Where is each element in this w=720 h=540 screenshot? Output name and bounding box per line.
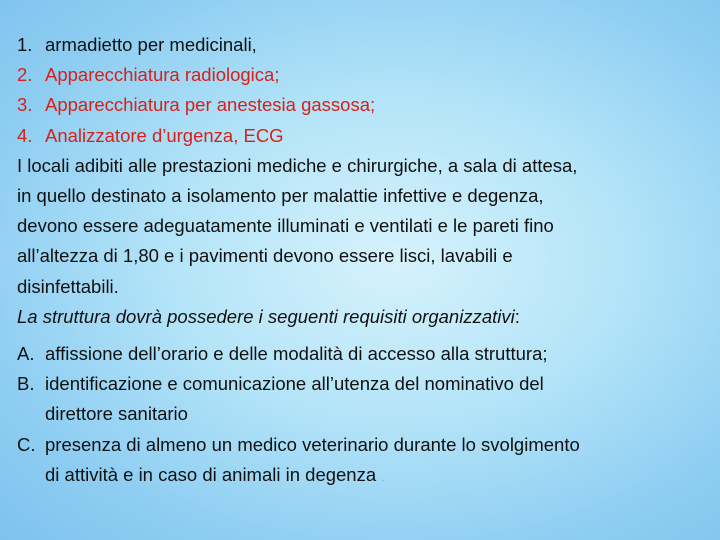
- requirements-heading: [17, 302, 707, 332]
- item-text: Apparecchiatura radiologica;: [45, 64, 280, 86]
- item-number: 1.: [17, 34, 33, 55]
- lettered-item-c: [17, 430, 707, 494]
- item-line: identificazione e comunicazione all’utenza del nominativo del: [45, 373, 544, 395]
- paragraph-line: all’altezza di 1,80 e i pavimenti devono essere lisci, lavabili e: [17, 245, 513, 267]
- lettered-item-b: [17, 369, 707, 429]
- slide-body: [17, 30, 707, 494]
- tail-mark: .: [382, 473, 385, 483]
- item-text: Apparecchiatura per anestesia gassosa;: [45, 94, 376, 116]
- item-text: [45, 369, 707, 429]
- item-number: 2.: [17, 64, 33, 86]
- item-line: direttore sanitario: [45, 403, 188, 425]
- requirements-intro: La struttura dovrà possedere i seguenti requisiti organizzativi: [17, 305, 515, 327]
- item-text: [45, 339, 707, 369]
- paragraph-line: in quello destinato a isolamento per malattie infettive e degenza,: [17, 185, 544, 207]
- numbered-item-2: [17, 60, 707, 90]
- item-number: 4.: [17, 124, 33, 146]
- item-line: presenza di almeno un medico veterinario durante lo svolgimento: [45, 433, 580, 455]
- item-number: 3.: [17, 94, 33, 116]
- item-letter: A.: [17, 343, 35, 365]
- item-line-last: [45, 460, 707, 494]
- lettered-item-a: [17, 339, 707, 369]
- item-line: affissione dell’orario e delle modalità di accesso alla struttura;: [45, 343, 548, 365]
- spacer: [17, 332, 707, 339]
- item-line: di attività e in caso di animali in degenza: [45, 463, 377, 485]
- paragraph-line: devono essere adeguatamente illuminati e ventilati e le pareti fino: [17, 215, 554, 237]
- item-text: [45, 430, 707, 494]
- item-letter: B.: [17, 373, 35, 395]
- item-text: Analizzatore d’urgenza, ECG: [45, 124, 284, 146]
- item-text: armadietto per medicinali,: [45, 34, 257, 55]
- numbered-item-3: [17, 90, 707, 120]
- paragraph-line: disinfettabili.: [17, 275, 119, 297]
- body-paragraph: [17, 151, 707, 302]
- numbered-item-1: [17, 30, 707, 60]
- item-letter: C.: [17, 433, 36, 455]
- requirements-colon: :: [514, 305, 520, 327]
- numbered-item-4: [17, 121, 707, 151]
- paragraph-line: I locali adibiti alle prestazioni mediche e chirurgiche, a sala di attesa,: [17, 154, 578, 176]
